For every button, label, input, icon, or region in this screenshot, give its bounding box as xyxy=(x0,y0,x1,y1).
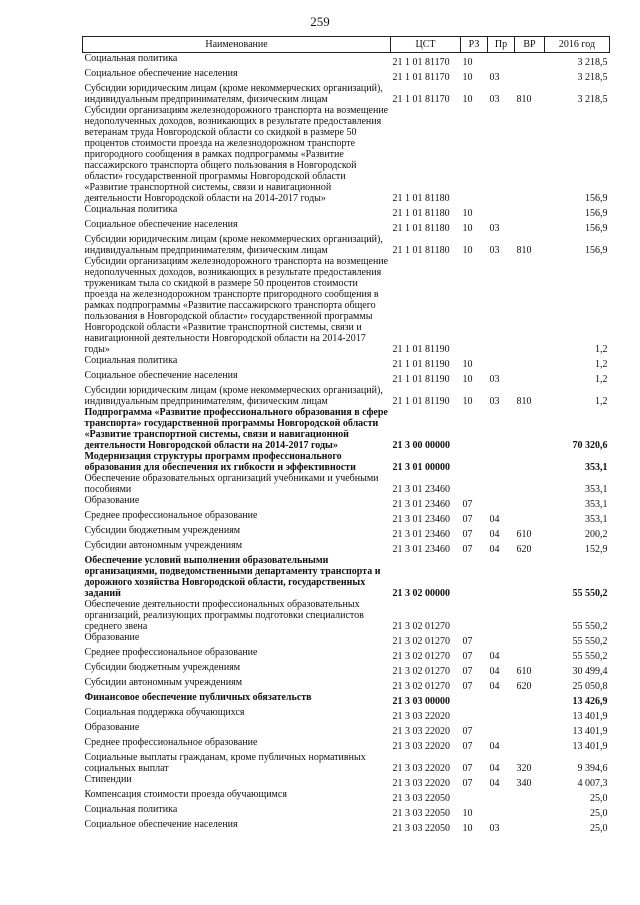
header-rz: РЗ xyxy=(461,37,488,53)
cell-amount: 13 401,9 xyxy=(572,741,608,752)
cell-amount: 55 550,2 xyxy=(572,651,608,662)
cell-amount: 1,2 xyxy=(595,344,608,355)
cell-rz: 07 xyxy=(462,778,473,789)
cell-cst: 21 3 02 01270 xyxy=(392,621,450,632)
cell-pr xyxy=(488,707,515,722)
header-vr: ВР xyxy=(515,37,545,53)
cell-vr: 320 xyxy=(516,763,532,774)
cell-pr xyxy=(488,722,515,737)
cell-cst: 21 3 03 22050 xyxy=(392,793,450,804)
cell-cst: 21 3 01 23460 xyxy=(392,484,450,495)
cell-rz xyxy=(461,692,488,707)
cell-name: Социальная политика xyxy=(84,53,178,64)
cell-pr: 04 xyxy=(489,514,500,525)
table-row xyxy=(83,473,610,495)
cell-rz: 07 xyxy=(462,726,473,737)
table-row xyxy=(83,737,610,752)
cell-vr xyxy=(515,204,545,219)
cell-cst: 21 3 03 22020 xyxy=(392,778,450,789)
cell-vr: 620 xyxy=(516,544,532,555)
cell-rz: 07 xyxy=(462,741,473,752)
cell-rz: 07 xyxy=(462,651,473,662)
cell-pr: 04 xyxy=(489,741,500,752)
cell-name: Подпрограмма «Развитие профессионального образования в сфере транспорта» государственной программы Новгородской области «Развитие транспортной системы, связи и навигационной деятельности Новгородской области на 2014-2017 годы» xyxy=(84,407,388,451)
cell-cst: 21 3 01 23460 xyxy=(392,544,450,555)
cell-cst: 21 3 01 23460 xyxy=(392,514,450,525)
page-number: 259 xyxy=(310,14,330,29)
cell-amount: 152,9 xyxy=(585,544,608,555)
cell-pr xyxy=(488,632,515,647)
cell-rz: 07 xyxy=(462,666,473,677)
cell-pr xyxy=(488,804,515,819)
cell-cst: 21 1 01 81190 xyxy=(392,359,450,370)
cell-rz: 10 xyxy=(462,823,473,834)
cell-vr xyxy=(515,804,545,819)
cell-rz: 07 xyxy=(462,499,473,510)
cell-rz: 07 xyxy=(462,681,473,692)
cell-cst: 21 3 03 22020 xyxy=(392,726,450,737)
table-row xyxy=(83,774,610,789)
cell-name: Финансовое обеспечение публичных обязательств xyxy=(84,692,312,703)
table-row xyxy=(83,722,610,737)
cell-rz xyxy=(461,473,488,495)
cell-name: Субсидии бюджетным учреждениям xyxy=(84,525,241,536)
cell-vr xyxy=(515,53,545,69)
cell-cst: 21 3 03 00000 xyxy=(392,696,450,707)
cell-amount: 156,9 xyxy=(585,208,608,219)
cell-rz: 10 xyxy=(462,808,473,819)
cell-amount: 4 007,3 xyxy=(577,778,608,789)
cell-pr xyxy=(488,495,515,510)
cell-vr xyxy=(515,105,545,204)
cell-name: Субсидии юридическим лицам (кроме некоммерческих организаций), индивидуальным предпринимателям, физическим лицам xyxy=(84,234,383,256)
cell-amount: 13 426,9 xyxy=(572,696,608,707)
cell-amount: 13 401,9 xyxy=(572,726,608,737)
table-row xyxy=(83,752,610,774)
table-row xyxy=(83,692,610,707)
cell-pr xyxy=(488,256,515,355)
cell-vr xyxy=(515,355,545,370)
cell-vr xyxy=(515,819,545,834)
header-pr: Пр xyxy=(488,37,515,53)
cell-name: Социальное обеспечение населения xyxy=(84,819,238,830)
cell-rz: 10 xyxy=(462,94,473,105)
cell-vr xyxy=(515,647,545,662)
cell-name: Социальные выплаты гражданам, кроме публичных нормативных социальных выплат xyxy=(84,752,366,774)
cell-rz xyxy=(461,407,488,451)
cell-vr xyxy=(515,737,545,752)
cell-amount: 200,2 xyxy=(585,529,608,540)
cell-cst: 21 3 02 00000 xyxy=(392,588,450,599)
cell-name: Среднее профессиональное образование xyxy=(84,737,258,748)
cell-pr: 03 xyxy=(489,223,500,234)
cell-cst: 21 1 01 81170 xyxy=(392,72,450,83)
cell-cst: 21 1 01 81180 xyxy=(392,208,450,219)
cell-vr: 810 xyxy=(516,245,532,256)
table-row xyxy=(83,234,610,256)
cell-name: Субсидии бюджетным учреждениям xyxy=(84,662,241,673)
cell-amount: 1,2 xyxy=(595,374,608,385)
cell-amount: 30 499,4 xyxy=(572,666,608,677)
cell-name: Компенсация стоимости проезда обучающимся xyxy=(84,789,287,800)
cell-pr xyxy=(488,204,515,219)
cell-vr: 810 xyxy=(516,396,532,407)
cell-vr xyxy=(515,632,545,647)
cell-pr xyxy=(488,555,515,599)
cell-cst: 21 3 02 01270 xyxy=(392,636,450,647)
cell-amount: 353,1 xyxy=(585,484,608,495)
cell-pr: 03 xyxy=(489,396,500,407)
cell-rz xyxy=(461,789,488,804)
cell-cst: 21 1 01 81180 xyxy=(392,223,450,234)
cell-rz: 07 xyxy=(462,529,473,540)
cell-vr xyxy=(515,692,545,707)
cell-name: Модернизация структуры программ профессионального образования для обеспечения их гибкости и эффективности xyxy=(84,451,356,473)
table-row xyxy=(83,804,610,819)
cell-cst: 21 3 01 00000 xyxy=(392,462,450,473)
table-row xyxy=(83,370,610,385)
cell-rz: 10 xyxy=(462,359,473,370)
cell-amount: 3 218,5 xyxy=(577,94,608,105)
cell-cst: 21 1 01 81190 xyxy=(392,374,450,385)
cell-vr: 620 xyxy=(516,681,532,692)
cell-amount: 353,1 xyxy=(585,514,608,525)
cell-amount: 55 550,2 xyxy=(572,621,608,632)
cell-amount: 156,9 xyxy=(585,223,608,234)
cell-name: Субсидии организациям железнодорожного транспорта на возмещение недополученных доходов, возникающих в результате предоставления ветеранам труда Новгородской области со скидкой в размере 50 процентов стоимости проезда на железнодорожном транспорте пригородного сообщения в рамках подпрограммы «Развитие пассажирского транспорта общего пользования в Новгородской области» государственной программы Новгородской области «Развитие транспортной системы, связи и навигационной деятельности Новгородской области на 2014-2017 годы» xyxy=(84,105,389,204)
cell-rz: 10 xyxy=(462,72,473,83)
table-row xyxy=(83,355,610,370)
cell-pr: 04 xyxy=(489,666,500,677)
cell-amount: 156,9 xyxy=(585,245,608,256)
cell-pr: 04 xyxy=(489,778,500,789)
cell-pr: 03 xyxy=(489,245,500,256)
cell-cst: 21 1 01 81170 xyxy=(392,94,450,105)
cell-amount: 353,1 xyxy=(585,462,608,473)
cell-pr xyxy=(488,473,515,495)
cell-rz: 10 xyxy=(462,396,473,407)
cell-name: Обеспечение образовательных организаций учебниками и учебными пособиями xyxy=(84,473,379,495)
cell-amount: 353,1 xyxy=(585,499,608,510)
cell-rz: 10 xyxy=(462,245,473,256)
cell-rz xyxy=(461,451,488,473)
cell-cst: 21 3 03 22020 xyxy=(392,741,450,752)
cell-cst: 21 3 03 22050 xyxy=(392,823,450,834)
cell-name: Социальное обеспечение населения xyxy=(84,219,238,230)
cell-rz: 10 xyxy=(462,374,473,385)
cell-cst: 21 3 03 22020 xyxy=(392,711,450,722)
table-row xyxy=(83,540,610,555)
table-row xyxy=(83,53,610,69)
table-header xyxy=(83,37,610,53)
cell-amount: 55 550,2 xyxy=(572,636,608,647)
cell-rz xyxy=(461,599,488,632)
cell-vr xyxy=(515,555,545,599)
cell-name: Образование xyxy=(84,722,140,733)
table-row xyxy=(83,68,610,83)
cell-cst: 21 3 01 23460 xyxy=(392,529,450,540)
cell-rz: 07 xyxy=(462,514,473,525)
cell-vr xyxy=(515,510,545,525)
cell-pr xyxy=(488,599,515,632)
cell-pr xyxy=(488,407,515,451)
cell-name: Социальная политика xyxy=(84,355,178,366)
header-cst: ЦСТ xyxy=(391,37,461,53)
header-year: 2016 год xyxy=(545,37,610,53)
cell-name: Социальное обеспечение населения xyxy=(84,68,238,79)
table-row xyxy=(83,662,610,677)
cell-vr: 810 xyxy=(516,94,532,105)
cell-amount: 25 050,8 xyxy=(572,681,608,692)
cell-vr xyxy=(515,599,545,632)
cell-pr: 03 xyxy=(489,823,500,834)
cell-cst: 21 3 03 22050 xyxy=(392,808,450,819)
table-row xyxy=(83,495,610,510)
budget-table xyxy=(82,36,610,834)
cell-amount: 25,0 xyxy=(590,823,608,834)
cell-amount: 1,2 xyxy=(595,396,608,407)
cell-amount: 25,0 xyxy=(590,793,608,804)
table-row xyxy=(83,385,610,407)
cell-rz xyxy=(461,256,488,355)
table-row xyxy=(83,647,610,662)
cell-vr: 340 xyxy=(516,778,532,789)
cell-vr xyxy=(515,473,545,495)
cell-cst: 21 3 00 00000 xyxy=(392,440,450,451)
cell-name: Образование xyxy=(84,632,140,643)
cell-rz: 07 xyxy=(462,636,473,647)
cell-amount: 3 218,5 xyxy=(577,72,608,83)
table-row xyxy=(83,219,610,234)
cell-pr: 04 xyxy=(489,529,500,540)
cell-name: Социальная поддержка обучающихся xyxy=(84,707,245,718)
cell-name: Субсидии юридическим лицам (кроме некоммерческих организаций), индивидуальным предпринимателям, физическим лицам xyxy=(84,385,383,407)
cell-amount: 3 218,5 xyxy=(577,57,608,68)
cell-rz: 10 xyxy=(462,208,473,219)
cell-vr xyxy=(515,789,545,804)
cell-name: Социальная политика xyxy=(84,204,178,215)
cell-pr: 04 xyxy=(489,651,500,662)
cell-pr: 03 xyxy=(489,72,500,83)
cell-amount: 1,2 xyxy=(595,359,608,370)
cell-pr xyxy=(488,53,515,69)
cell-pr: 03 xyxy=(489,94,500,105)
cell-pr xyxy=(488,789,515,804)
cell-cst: 21 3 01 23460 xyxy=(392,499,450,510)
table-row xyxy=(83,256,610,355)
cell-vr xyxy=(515,219,545,234)
cell-pr xyxy=(488,355,515,370)
cell-cst: 21 1 01 81170 xyxy=(392,57,450,68)
cell-pr: 04 xyxy=(489,544,500,555)
cell-cst: 21 1 01 81190 xyxy=(392,396,450,407)
cell-name: Субсидии автономным учреждениям xyxy=(84,677,243,688)
cell-name: Социальная политика xyxy=(84,804,178,815)
cell-name: Стипендии xyxy=(84,774,132,785)
cell-name: Среднее профессиональное образование xyxy=(84,647,258,658)
table-row xyxy=(83,555,610,599)
cell-amount: 55 550,2 xyxy=(572,588,608,599)
cell-vr: 610 xyxy=(516,529,532,540)
cell-cst: 21 3 02 01270 xyxy=(392,681,450,692)
cell-rz xyxy=(461,105,488,204)
cell-vr xyxy=(515,370,545,385)
cell-vr xyxy=(515,722,545,737)
cell-vr xyxy=(515,407,545,451)
table-row xyxy=(83,819,610,834)
cell-rz xyxy=(461,555,488,599)
table-row xyxy=(83,204,610,219)
cell-pr xyxy=(488,451,515,473)
cell-pr: 04 xyxy=(489,681,500,692)
cell-vr xyxy=(515,256,545,355)
table-row xyxy=(83,599,610,632)
cell-name: Обеспечение деятельности профессиональных образовательных организаций, реализующих программы подготовки специалистов среднего звена xyxy=(84,599,364,632)
cell-pr: 04 xyxy=(489,763,500,774)
table-row xyxy=(83,510,610,525)
table-row xyxy=(83,105,610,204)
cell-vr: 610 xyxy=(516,666,532,677)
cell-name: Образование xyxy=(84,495,140,506)
cell-amount: 13 401,9 xyxy=(572,711,608,722)
cell-cst: 21 3 02 01270 xyxy=(392,651,450,662)
cell-name: Субсидии автономным учреждениям xyxy=(84,540,243,551)
table-row xyxy=(83,789,610,804)
cell-name: Среднее профессиональное образование xyxy=(84,510,258,521)
cell-cst: 21 1 01 81190 xyxy=(392,344,450,355)
cell-vr xyxy=(515,68,545,83)
cell-vr xyxy=(515,495,545,510)
table-row xyxy=(83,707,610,722)
cell-amount: 70 320,6 xyxy=(572,440,608,451)
cell-cst: 21 3 03 22020 xyxy=(392,763,450,774)
cell-vr xyxy=(515,707,545,722)
cell-vr xyxy=(515,451,545,473)
cell-rz: 07 xyxy=(462,763,473,774)
cell-cst: 21 3 02 01270 xyxy=(392,666,450,677)
table-row xyxy=(83,525,610,540)
cell-cst: 21 1 01 81180 xyxy=(392,245,450,256)
cell-name: Социальное обеспечение населения xyxy=(84,370,238,381)
cell-cst: 21 1 01 81180 xyxy=(392,193,450,204)
cell-amount: 156,9 xyxy=(585,193,608,204)
cell-pr xyxy=(488,105,515,204)
table-row xyxy=(83,83,610,105)
table-row xyxy=(83,451,610,473)
cell-name: Обеспечение условий выполнения образовательными организациями, подведомственными департаменту транспорта и дорожного хозяйства Новгородской области, государственных заданий xyxy=(84,555,381,599)
cell-rz: 10 xyxy=(462,57,473,68)
cell-rz: 10 xyxy=(462,223,473,234)
cell-amount: 9 394,6 xyxy=(577,763,608,774)
cell-amount: 25,0 xyxy=(590,808,608,819)
cell-rz xyxy=(461,707,488,722)
cell-rz: 07 xyxy=(462,544,473,555)
cell-name: Субсидии организациям железнодорожного транспорта на возмещение недополученных доходов, возникающих в результате предоставления труженикам тыла со скидкой в размере 50 процентов стоимости проезда на железнодорожном транспорте пригородного сообщения в рамках подпрограммы «Развитие пассажирского транспорта общего пользования в Новгородской области» государственной программы Новгородской области «Развитие транспортной системы, связи и навигационной деятельности Новгородской области на 2014-2017 годы» xyxy=(84,256,389,355)
cell-name: Субсидии юридическим лицам (кроме некоммерческих организаций), индивидуальным предпринимателям, физическим лицам xyxy=(84,83,383,105)
cell-pr: 03 xyxy=(489,374,500,385)
table-row xyxy=(83,677,610,692)
table-row xyxy=(83,407,610,451)
table-row xyxy=(83,632,610,647)
cell-pr xyxy=(488,692,515,707)
header-name: Наименование xyxy=(83,37,391,53)
